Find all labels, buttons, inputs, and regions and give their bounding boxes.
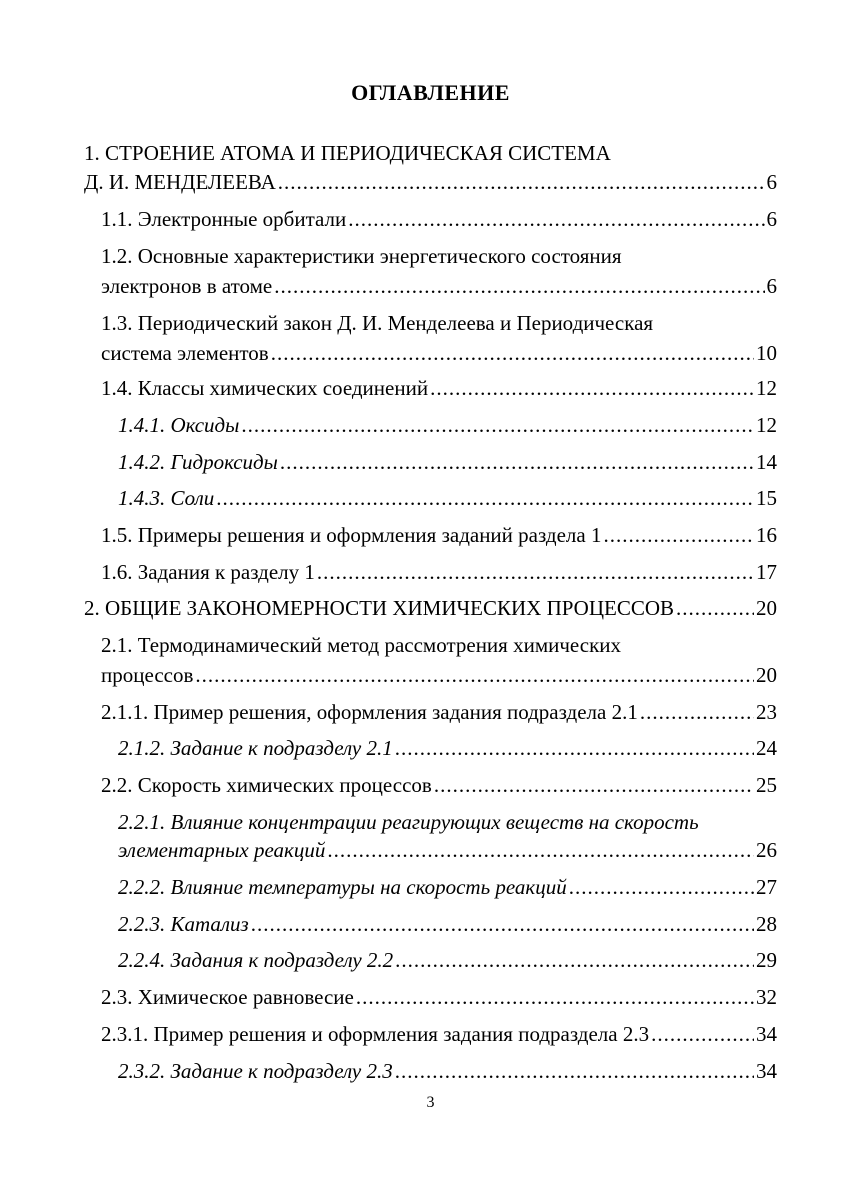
toc-entry[interactable]	[118, 808, 777, 864]
toc-entry-label: электронов в атоме	[101, 274, 273, 298]
toc-page-number: 15	[756, 486, 777, 510]
toc-entry[interactable]	[118, 946, 777, 974]
toc-entry[interactable]	[101, 983, 777, 1011]
toc-entry-first-line: 1.3. Периодический закон Д. И. Менделеева и Периодическая	[101, 311, 654, 335]
toc-leader-dots	[348, 205, 764, 233]
toc-page-number: 24	[756, 736, 777, 760]
toc-leader-dots	[251, 910, 754, 938]
toc-entry[interactable]	[101, 242, 777, 300]
toc-page-number: 6	[766, 274, 777, 298]
toc-page-number: 16	[756, 523, 777, 547]
toc-leader-dots	[434, 771, 754, 799]
toc-entry-label: 1.4.2. Гидроксиды	[118, 450, 278, 474]
toc-entry-label: 1.1. Электронные орбитали	[101, 207, 347, 231]
toc-page-number: 26	[756, 838, 777, 862]
toc-entry-label: 2.2.4. Задания к подразделу 2.2	[118, 948, 394, 972]
toc-page-number: 6	[766, 207, 777, 231]
toc-entry[interactable]	[118, 411, 777, 439]
toc-entry-first-line: 1.2. Основные характеристики энергетического состояния	[101, 244, 622, 268]
toc-leader-dots	[569, 873, 754, 901]
toc-entry[interactable]	[118, 484, 777, 512]
toc-leader-dots	[395, 1057, 754, 1085]
toc-entry-label: система элементов	[101, 341, 269, 365]
toc-entry[interactable]	[101, 558, 777, 586]
toc-entry-label: 1.4.3. Соли	[118, 486, 215, 510]
toc-leader-dots	[395, 734, 754, 762]
toc-entry-label: 2.2.3. Катализ	[118, 912, 249, 936]
toc-entry-label: 1.4.1. Оксиды	[118, 413, 240, 437]
toc-page-number: 27	[756, 875, 777, 899]
toc-entry-label: 2. ОБЩИЕ ЗАКОНОМЕРНОСТИ ХИМИЧЕСКИХ ПРОЦЕССОВ	[84, 596, 675, 620]
toc-page-number: 12	[756, 376, 777, 400]
toc-leader-dots	[280, 448, 754, 476]
toc-entry-label: элементарных реакций	[118, 838, 326, 862]
toc-entry-label: Д. И. МЕНДЕЛЕЕВА	[84, 170, 276, 194]
toc-leader-dots	[216, 484, 754, 512]
toc-entry[interactable]	[84, 594, 777, 622]
toc-entry[interactable]	[118, 1057, 777, 1085]
toc-leader-dots	[640, 698, 754, 726]
toc-page-number: 12	[756, 413, 777, 437]
toc-entry-first-line: 2.2.1. Влияние концентрации реагирующих веществ на скорость	[118, 810, 699, 834]
toc-page-number: 34	[756, 1059, 777, 1083]
toc-entry[interactable]	[101, 309, 777, 367]
toc-entry-label: 2.3. Химическое равновесие	[101, 985, 354, 1009]
toc-entry-label: 1.4. Классы химических соединений	[101, 376, 429, 400]
toc-page-number: 14	[756, 450, 777, 474]
toc-leader-dots	[271, 339, 754, 367]
toc-leader-dots	[676, 594, 754, 622]
toc-entry[interactable]	[101, 521, 777, 549]
toc-entry-first-line: 2.1. Термодинамический метод рассмотрения химических	[101, 633, 622, 657]
toc-entry[interactable]	[118, 448, 777, 476]
toc-leader-dots	[356, 983, 754, 1011]
toc-page-number: 23	[756, 700, 777, 724]
toc-page-number: 20	[756, 663, 777, 687]
toc-entry[interactable]	[101, 631, 777, 689]
toc-leader-dots	[430, 374, 754, 402]
toc-page-number: 34	[756, 1022, 777, 1046]
toc-entry[interactable]	[101, 698, 777, 726]
toc-entry[interactable]	[84, 139, 777, 196]
toc-entry[interactable]	[118, 734, 777, 762]
toc-page-number: 6	[766, 170, 777, 194]
toc-leader-dots	[241, 411, 754, 439]
toc-leader-dots	[278, 168, 765, 196]
toc-entry[interactable]	[101, 771, 777, 799]
toc-page-number: 20	[756, 596, 777, 620]
toc-leader-dots	[274, 272, 764, 300]
toc-leader-dots	[195, 661, 754, 689]
toc-page-number: 17	[756, 560, 777, 584]
page-number: 3	[426, 1094, 435, 1111]
toc-entry-label: 1.5. Примеры решения и оформления заданий раздела 1	[101, 523, 602, 547]
toc-entry-label: 2.1.1. Пример решения, оформления задания подраздела 2.1	[101, 700, 638, 724]
toc-page-number: 10	[756, 341, 777, 365]
toc-leader-dots	[317, 558, 754, 586]
toc-entry-label: 2.2. Скорость химических процессов	[101, 773, 432, 797]
toc-leader-dots	[651, 1020, 754, 1048]
toc-leader-dots	[327, 836, 754, 864]
toc-entry-label: 2.3.1. Пример решения и оформления задания подраздела 2.3	[101, 1022, 650, 1046]
toc-leader-dots	[395, 946, 754, 974]
toc-title: ОГЛАВЛЕНИЕ	[351, 80, 510, 105]
toc-entry[interactable]	[118, 910, 777, 938]
toc-leader-dots	[603, 521, 754, 549]
toc-entry-label: 2.3.2. Задание к подразделу 2.3	[118, 1059, 393, 1083]
toc-entry-label: 2.1.2. Задание к подразделу 2.1	[118, 736, 393, 760]
toc-entry-label: 1.6. Задания к разделу 1	[101, 560, 315, 584]
toc-entry-first-line: 1. СТРОЕНИЕ АТОМА И ПЕРИОДИЧЕСКАЯ СИСТЕМА	[84, 141, 611, 165]
toc-page-number: 32	[756, 985, 777, 1009]
toc-entry[interactable]	[101, 374, 777, 402]
toc-entry[interactable]	[118, 873, 777, 901]
toc-page-number: 28	[756, 912, 777, 936]
toc-entry[interactable]	[101, 1020, 777, 1048]
toc-page-number: 29	[756, 948, 777, 972]
toc-entry-label: процессов	[101, 663, 194, 687]
toc-entry-label: 2.2.2. Влияние температуры на скорость реакций	[118, 875, 567, 899]
toc-entry[interactable]	[101, 205, 777, 233]
toc-page-number: 25	[756, 773, 777, 797]
